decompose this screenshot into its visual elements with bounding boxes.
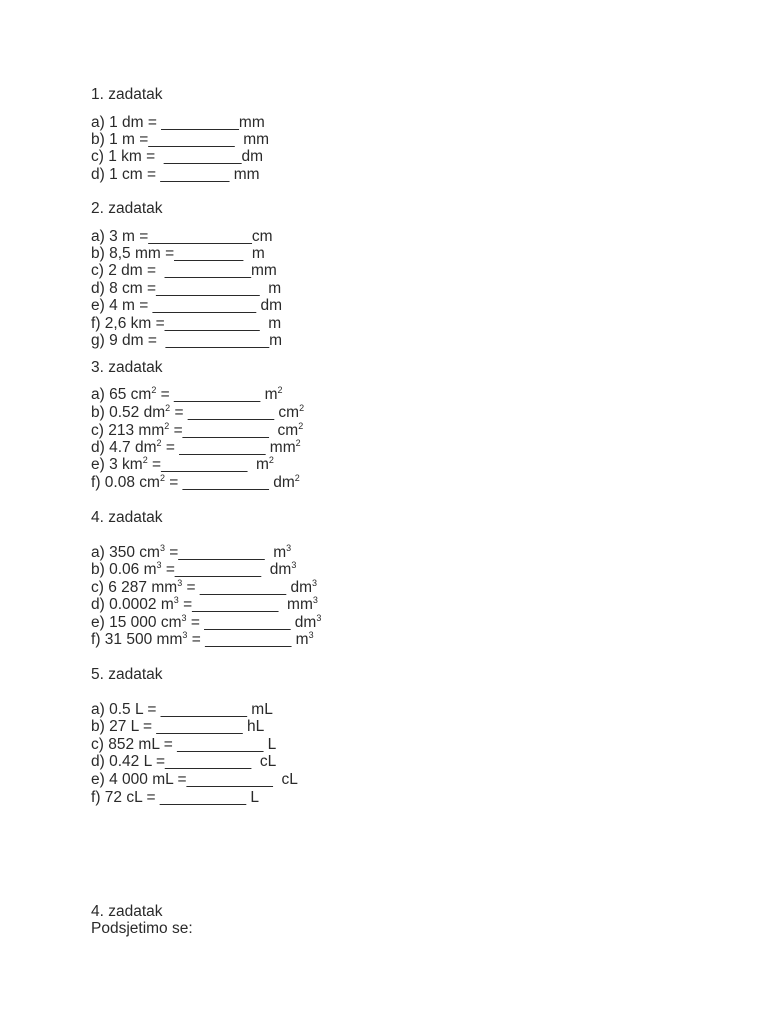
exercise-2-item-c: c) 2 dm = __________mm [91, 262, 277, 279]
footer-title: 4. zadatak [91, 903, 163, 920]
exercise-1-item-d: d) 1 cm = ________ mm [91, 166, 260, 183]
exercise-4-item-e: e) 15 000 $cm^3$ = __________ $dm^3$ [91, 613, 322, 631]
exercise-1-item-a: a) 1 dm = _________mm [91, 114, 265, 131]
exercise-2-item-a: a) 3 m =____________cm [91, 228, 273, 245]
exercise-4-title: 4. zadatak [91, 509, 163, 526]
exercise-1-title: 1. zadatak [91, 86, 163, 103]
exercise-5-title: 5. zadatak [91, 666, 163, 683]
exercise-4-item-a: a) 350 $cm^3$ =__________ $m^3$ [91, 543, 292, 561]
exercise-5-item-f: f) 72 cL = __________ L [91, 789, 260, 806]
exercise-4-item-d: d) 0.0002 $m^3$ =__________ $mm^3$ [91, 595, 318, 613]
exercise-5-item-e: e) 4 000 mL =__________ cL [91, 771, 298, 788]
exercise-4-item-c: c) 6 287 $mm^3$ = __________ $dm^3$ [91, 578, 318, 596]
exercise-2-item-f: f) 2,6 km =___________ m [91, 315, 282, 332]
exercise-4-item-f: f) 31 500 $mm^3$ = __________ $m^3$ [91, 630, 314, 648]
exercise-2-title: 2. zadatak [91, 200, 163, 217]
exercise-3-title: 3. zadatak [91, 359, 163, 376]
exercise-3-item-d: d) 4.7 $dm^2$ = __________ $mm^2$ [91, 438, 301, 456]
exercise-2-item-b: b) 8,5 mm =________ m [91, 245, 265, 262]
exercise-3-item-a: a) 65 $cm^2$ = __________ $m^2$ [91, 385, 283, 403]
exercise-1-item-c: c) 1 km = _________dm [91, 148, 264, 165]
footer-subtitle: Podsjetimo se: [91, 920, 193, 937]
exercise-3-item-c: c) 213 $mm^2$ =__________ $cm^2$ [91, 421, 304, 439]
exercise-5-item-b: b) 27 L = __________ hL [91, 718, 265, 735]
exercise-2-item-g: g) 9 dm = ____________m [91, 332, 283, 349]
exercise-5-item-d: d) 0.42 L =__________ cL [91, 753, 277, 770]
exercise-3-item-b: b) 0.52 $dm^2$ = __________ $cm^2$ [91, 403, 305, 421]
exercise-5-item-c: c) 852 mL = __________ L [91, 736, 277, 753]
exercise-3-item-e: e) 3 $km^2$ =__________ $m^2$ [91, 455, 274, 473]
exercise-1-item-b: b) 1 m =__________ mm [91, 131, 270, 148]
exercise-4-item-b: b) 0.06 $m^3$ =__________ $dm^3$ [91, 560, 297, 578]
exercise-5-item-a: a) 0.5 L = __________ mL [91, 701, 273, 718]
exercise-2-item-d: d) 8 cm =____________ m [91, 280, 282, 297]
exercise-3-item-f: f) 0.08 $cm^2$ = __________ $dm^2$ [91, 473, 300, 491]
exercise-2-item-e: e) 4 m = ____________ dm [91, 297, 283, 314]
